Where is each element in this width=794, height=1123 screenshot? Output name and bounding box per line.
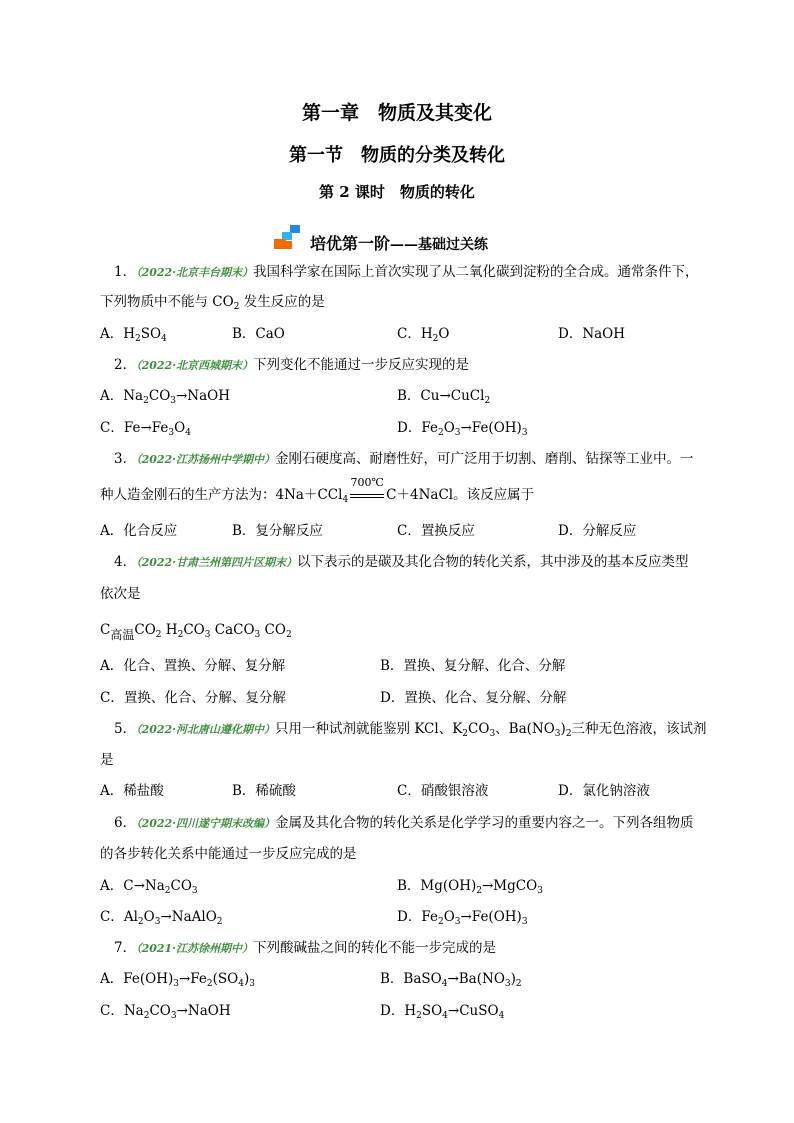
q4-source: （2022·甘肃兰州第四片区期末）	[136, 556, 298, 569]
banner-dash: ——	[390, 237, 419, 253]
q2-option-a: A．$Na_2CO_3\to NaOH$	[100, 388, 231, 406]
q6-option-c: C．$Al_2O_3\to NaAlO_2$	[100, 909, 223, 927]
lesson-title: 第 2 课时 物质的转化	[319, 183, 475, 201]
banner-sub: 基础过关练	[418, 237, 489, 253]
q5-option-d: D．氯化钠溶液	[558, 783, 650, 799]
q5-line2: 是	[100, 752, 114, 768]
q4-option-a: A．化合、置换、分解、复分解	[100, 658, 286, 674]
q3-option-c: C．置换反应	[397, 523, 475, 539]
q6-option-b: B．$Mg(OH)_2\to MgCO_3$	[397, 878, 543, 896]
q4-line1: 4．（2022·甘肃兰州第四片区期末）以下表示的是碳及其化合物的转化关系，其中涉及的基本反应类型	[114, 554, 689, 570]
q3-line1: 3．（2022·江苏扬州中学期中）金刚石硬度高、耐磨性好，可广泛用于切割、磨削、钻探等工业中。一	[114, 451, 694, 467]
q1-option-d: D．NaOH	[558, 326, 626, 342]
q5-option-c: C．硝酸银溶液	[397, 783, 489, 799]
q7-source: （2021·江苏徐州期中）	[136, 942, 254, 955]
q1-option-b: B．CaO	[232, 326, 285, 342]
stairs-logo-icon	[272, 225, 308, 251]
q7-option-b: B．$BaSO_4\to Ba(NO_3)_2$	[380, 971, 522, 989]
q7-option-d: D．$H_2SO_4\to CuSO_4$	[380, 1003, 505, 1021]
q2-option-d: D．$Fe_2O_3\to Fe(OH)_3$	[397, 420, 528, 438]
q1-option-c: C．$H_2O$	[397, 326, 450, 344]
reaction-arrow: 700℃	[350, 485, 384, 505]
q4-chain: C高温$CO_2$ $H_2CO_3$ CaCO$_3$ $CO_2$	[100, 622, 292, 642]
q7-option-c: C．$Na_2CO_3\to NaOH$	[100, 1003, 231, 1021]
q2-source: （2022·北京西城期末）	[136, 359, 254, 372]
q7-line1: 7．（2021·江苏徐州期中）下列酸碱盐之间的转化不能一步完成的是	[114, 940, 497, 956]
q2-option-b: B．Cu→CuCl$_2$	[397, 388, 491, 406]
q3-option-a: A．化合反应	[100, 523, 178, 539]
q2-option-c: C．$Fe\to Fe_3O_4$	[100, 420, 191, 438]
chapter-title: 第一章 物质及其变化	[301, 102, 492, 124]
q1-option-a: A．$H_2SO_4$	[100, 326, 167, 344]
q5-source: （2022·河北唐山遵化期中）	[136, 723, 276, 736]
banner-main: 培优第一阶	[310, 234, 391, 253]
q4-option-b: B．置换、复分解、化合、分解	[380, 658, 566, 674]
q3-option-d: D．分解反应	[558, 523, 637, 539]
section-title: 第一节 物质的分类及转化	[289, 145, 505, 166]
q2-line1: 2．（2022·北京西城期末）下列变化不能通过一步反应实现的是	[114, 357, 470, 373]
q4-option-d: D．置换、化合、复分解、分解	[380, 690, 567, 706]
q6-line1: 6．（2022·四川遂宁期末改编）金属及其化合物的转化关系是化学学习的重要内容之一。下列各组物质	[114, 815, 694, 831]
q5-line1: 5．（2022·河北唐山遵化期中）只用一种试剂就能鉴别 KCl、$K_2CO_3$、$Ba(NO_3)_2$三种无色溶液，该试剂	[114, 721, 707, 739]
q3-line2: 种人造金刚石的生产方法为：4Na＋CCl$_4$ 700℃ C＋4NaCl。该反应属于	[100, 476, 535, 505]
q5-option-b: B．稀硫酸	[232, 783, 296, 799]
q3-option-b: B．复分解反应	[232, 523, 323, 539]
q6-option-a: A．$C\to Na_2CO_3$	[100, 878, 198, 896]
q6-line2: 的各步转化关系中能通过一步反应完成的是	[100, 846, 357, 862]
q4-line2: 依次是	[100, 586, 141, 602]
q5-option-a: A．稀盐酸	[100, 783, 164, 799]
q1-line2: 下列物质中不能与 $CO_2$ 发生反应的是	[100, 294, 325, 312]
q6-option-d: D．$Fe_2O_3\to Fe(OH)_3$	[397, 909, 528, 927]
q3-source: （2022·江苏扬州中学期中）	[136, 453, 276, 466]
q6-source: （2022·四川遂宁期末改编）	[136, 817, 276, 830]
q1-source: （2022·北京丰台期末）	[136, 266, 254, 279]
q7-option-a: A．$Fe(OH)_3\to Fe_2(SO_4)_3$	[100, 971, 255, 989]
q4-option-c: C．置换、化合、分解、复分解	[100, 690, 286, 706]
q1-line1: 1．（2022·北京丰台期末）我国科学家在国际上首次实现了从二氧化碳到淀粉的全合成。通常条件下，	[114, 264, 699, 280]
